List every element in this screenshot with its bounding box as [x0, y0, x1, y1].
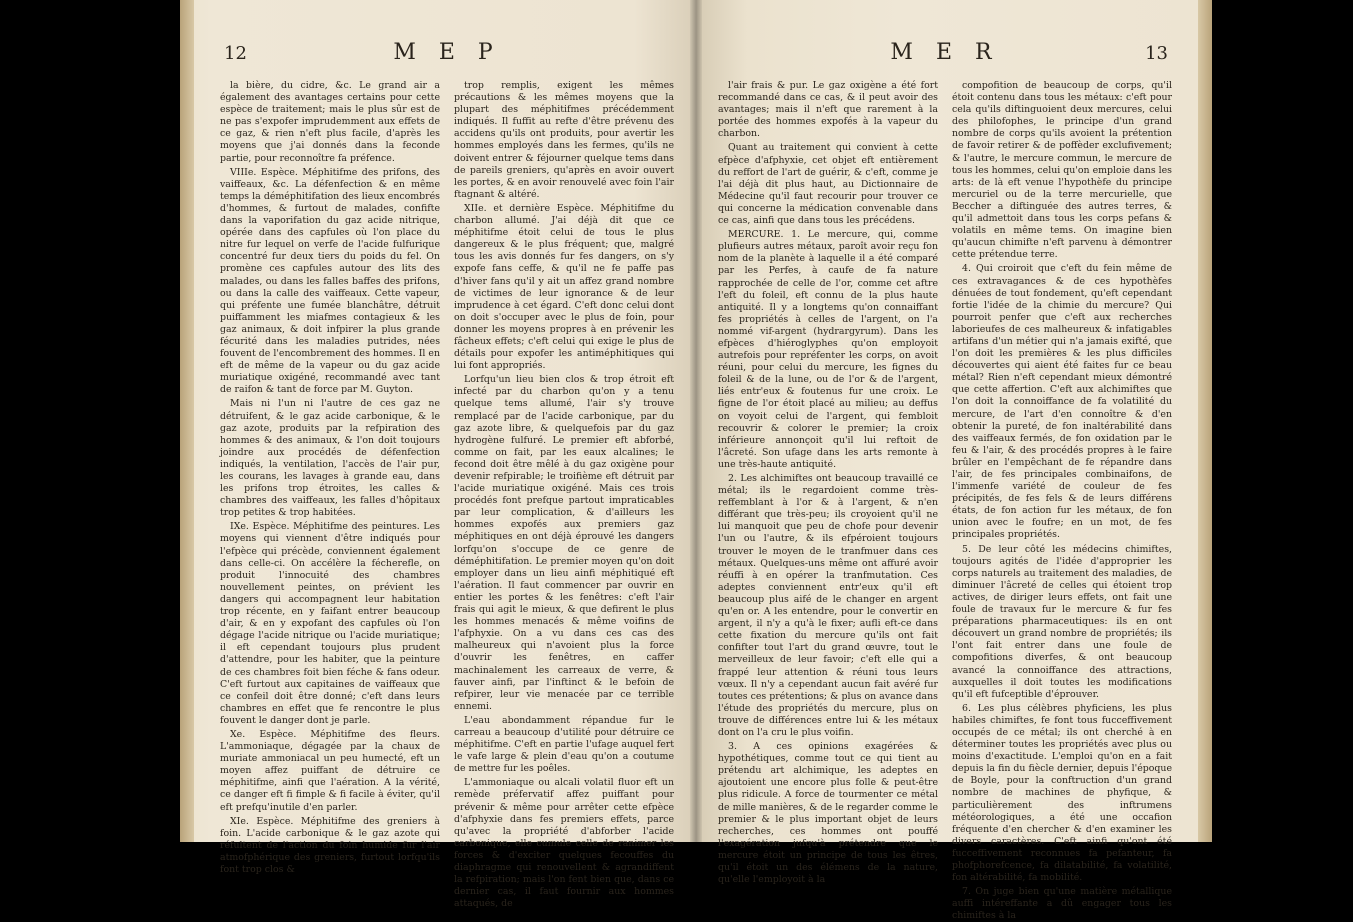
- paragraph: 6. Les plus célèbres phyficiens, les plus habiles chimiftes, fe font tous fucceffivement occupés de ce métal; ils ont cherché à en déterminer toutes les propriétés avec plus ou moins d'exactitude. L'emploi qu'on en a fait depuis la fin du fiècle dernier, depuis l'époque de Boyle, pour la conftruction d'un grand nombre de machines de phyfique, & particulièrement des inftrumens météorologiques, a été une occafion fréquente d'en chercher & d'en examiner les divers caractères. C'eft ainfi qu'ont été fucceffivement reconnues fa pefanteur, fa phofphorefcence, fa dilatabilité, fa volatilité, fon altérabilité, fa mobilité.: [952, 702, 1172, 884]
- paragraph: 5. De leur côté les médecins chimiftes, toujours agités de l'idée d'approprier les corps naturels au traitement des maladies, de diminuer l'âcreté de celles qui étoient trop actives, de diriger leurs effets, ont fait une foule de travaux fur le mercure & fur fes préparations pharmaceutiques: ils en ont découvert un grand nombre de propriétés; ils l'ont fait entrer dans une foule de compofitions diverfes, & ont beaucoup avancé la connoiffance des attractions, auxquelles il doit toutes les modifications qu'il eft fufceptible d'éprouver.: [952, 543, 1172, 700]
- paragraph: XIe. Espèce. Méphitifme des greniers à foin. L'acide carbonique & le gaz azote qui réfultent de l'action du foin humide fur l'air atmofphérique des greniers, furtout lorfqu'ils font trop clos &: [220, 815, 440, 875]
- left-columns: [220, 80, 674, 910]
- right-page-edge: [1198, 0, 1212, 842]
- paragraph: Mais ni l'un ni l'autre de ces gaz ne détruifent, & le gaz acide carbonique, & le gaz azote, produits par la refpiration des hommes & des animaux, & l'on doit toujours joindre aux procédés de défenfection indiqués, la ventilation, l'accès de l'air pur, les courans, les lavages à grande eau, dans les prifons trop étroites, les calles & chambres des vaiffeaux, les falles d'hôpitaux trop petites & trop habitées.: [220, 398, 440, 519]
- left-page-edge: [180, 0, 194, 842]
- left-page-number: 12: [224, 43, 247, 64]
- paragraph: XIIe. et dernière Espèce. Méphitifme du charbon allumé. J'ai déjà dit que ce méphitifme étoit celui de tous le plus dangereux & le plus fréquent; que, malgré tous les avis donnés fur fes dangers, on s'y expofe fans ceffe, & qu'il ne fe paffe pas d'hiver fans qu'il y ait un affez grand nombre de victimes de leur ignorance & de leur imprudence à cet égard. C'eft donc celui dont on doit s'occuper avec le plus de foin, pour donner les moyens propres à en prévenir les fâcheux effets; c'eft celui qui exige le plus de détails pour expofer les antiméphitiques qui lui font appropriés.: [454, 202, 674, 372]
- right-column-1: [718, 80, 938, 886]
- paragraph: trop remplis, exigent les mêmes précautions & les mêmes moyens que la plupart des méphitifmes précédemment indiqués. Il fuffit au refte d'être prévenu des accidens qu'ils ont produits, pour avertir les hommes employés dans les fermes, qu'ils ne doivent entrer & féjourner quelque tems dans de pareils greniers, qu'après en avoir ouvert les portes, & en avoir renouvelé avec foin l'air ftagnant & altéré.: [454, 80, 674, 200]
- open-book: [180, 0, 1212, 922]
- left-running-head: [220, 40, 674, 74]
- left-column-1: [220, 80, 440, 875]
- right-page: [696, 0, 1212, 922]
- paragraph: 4. Qui croiroit que c'eft du fein même de ces extravagances & de ces hypothèfes dénuées de tout fondement, qu'eft cependant fortie l'idée de la chimie du mercure? Qui pourroit penfer que c'eft aux recherches laborieufes de ces malheureux & infatigables artifans d'un métier qui n'a jamais exifté, que l'on doit les premières & les plus difficiles découvertes qui aient été faites fur ce beau métal? Rien n'eft cependant mieux démontré que cette affertion. C'eft aux alchimiftes que l'on doit la connoiffance de fa volatilité du mercure, de l'art d'en connoître & d'en obtenir la pureté, de fon inaltérabilité dans des vaiffeaux fermés, de fon oxidation par le feu & l'air, & des procédés propres à le faire brûler en l'empêchant de fe répandre dans l'air, de fes principales combinaifons, de l'immenfe variété de couleur de fes précipités, de fes fels & de leurs différens états, de fon action fur les métaux, de fon union avec le foufre; en un mot, de fes principales propriétés.: [952, 263, 1172, 541]
- paragraph: l'air frais & pur. Le gaz oxigène a été fort recommandé dans ce cas, & il peut avoir des avantages; mais il n'eft que rarement à la portée des hommes expofés à la vapeur du charbon.: [718, 80, 938, 140]
- right-columns: [718, 80, 1172, 922]
- paragraph: 2. Les alchimiftes ont beaucoup travaillé ce métal; ils le regardoient comme très-reffemblant à l'or & à l'argent, & n'en différant que très-peu; ils croyoient qu'il ne lui manquoit que peu de chofe pour devenir l'un ou l'autre, & ils efpéroient toujours trouver le moyen de le tranfmuer dans ces métaux. Quelques-uns même ont affuré avoir réuffi à en opérer la tranfmutation. Ces adeptes conviennent entr'eux qu'il eft beaucoup plus aifé de le changer en argent qu'en or. A les entendre, pour le convertir en argent, il n'y a qu'à le fixer; aufli eft-ce dans cette fixation du mercure qu'ils ont fait confifter tout l'art du grand œuvre, tout le merveilleux de leur favoir; c'eft elle qui a frappé leur attention & réuni tous leurs vœux. Il n'y a cependant aucun fait avéré fur toutes ces prétentions; & plus on avance dans l'étude des propriétés du mercure, plus on trouve de différences entre lui & les métaux dont on l'a cru le plus voifin.: [718, 473, 938, 738]
- paragraph: Quant au traitement qui convient à cette efpèce d'afphyxie, cet objet eft entièrement du reffort de l'art de guérir, & c'eft, comme je l'ai déjà dit plus haut, au Dictionnaire de Médecine qu'il faut recourir pour trouver ce qui concerne la médication convenable dans ce cas, ainfi que dans tous les précédens.: [718, 142, 938, 227]
- paragraph: IXe. Espèce. Méphitifme des peintures. Les moyens qui viennent d'être indiqués pour l'efpèce qui précède, conviennent également dans celle-ci. On accélère la fécherefle, on produit l'innocuité des chambres nouvellement peintes, on prévient les dangers qui accompagnent leur habitation trop récente, en y faifant entrer beaucoup d'air, & en y expofant des capfules où l'on dégage l'acide nitrique ou l'acide muriatique; il eft cependant toujours plus prudent d'attendre, pour les habiter, que la peinture de ces chambres foit bien féche & fans odeur. C'eft furtout aux capitaines de vaiffeaux que ce confeil doit être donné; c'eft dans leurs chambres en effet que fe rencontre le plus fouvent le danger dont je parle.: [220, 521, 440, 726]
- right-page-number: 13: [1145, 43, 1168, 64]
- left-column-2: [454, 80, 674, 910]
- paragraph: 3. A ces opinions exagérées & hypothétiques, comme tout ce qui tient au prétendu art alchimique, les adeptes en ajoutoient une encore plus folle & peut-être plus ridicule. A force de tourmenter ce métal de mille manières, & de le regarder comme le premier & le plus important objet de leurs recherches, ces hommes ont pouffé l'exagération jufqu'à prétendre que le mercure étoit un principe de tous les êtres, qu'il étoit un des élémens de la nature, qu'elle l'employoit à la: [718, 741, 938, 886]
- paragraph: VIIIe. Espèce. Méphitifme des prifons, des vaiffeaux, &c. La défenfection & en même temps la déméphitifation des lieux encombrés d'hommes, & furtout de malades, confifte dans la vaporifation du gaz acide nitrique, opérée dans des capfules où l'on place du nitre fur lequel on verfe de l'acide fulfurique concentré fur deux tiers du poids du fel. On promène ces capfules autour des lits des malades, ou dans les falles baffes des prifons, ou dans la calle des vaiffeaux. Cette vapeur, qui préfente une fumée blanchâtre, détruit puiffamment les miafmes contagieux & les gaz animaux, & doit infpirer la plus grande fécurité dans les maladies putrides, nées fouvent de l'encombrement des hommes. Il en eft de même de la vapeur ou du gaz acide muriatique oxigéné, recommandé avec tant de raifon & tant de force par M. Guyton.: [220, 166, 440, 396]
- book-gutter: [690, 0, 702, 842]
- paragraph: compofition de beaucoup de corps, qu'il étoit contenu dans tous les métaux: c'eft pour cela qu'ils diftinguoient deux mercures, celui des philofophes, le principe d'un grand nombre de corps qu'ils avoient la prétention de favoir retirer & de poffèder exclufivement; & l'autre, le mercure commun, le mercure de tous les hommes, celui qu'on emploie dans les arts: de là eft venue l'hypothèfe du principe mercuriel ou de la terre mercurielle, que Beccher a diftinguée des autres terres, & qu'il admettoit dans tous les corps pefans & volatils en même tems. On imagine bien qu'aucun chimifte n'eft parvenu à démontrer cette prétendue terre.: [952, 80, 1172, 261]
- right-running-head: [718, 40, 1172, 74]
- paragraph: L'ammoniaque ou alcali volatil fluor eft un remède préfervatif affez puiffant pour prévenir & même pour arrêter cette efpèce d'afphyxie dans fes premiers effets, parce qu'avec la propriété d'abforber l'acide carbonique, elle cumule celle de ranimer les forces & d'exciter quelques fecouffes du diaphragme qui renouvellent & agrandiffent la refpiration; mais l'on fent bien que, dans ce dernier cas, il faut fournir aux hommes attaqués, de: [454, 777, 674, 910]
- paragraph: la bière, du cidre, &c. Le grand air a également des avantages certains pour cette espèce de traitement; mais le plus sûr est de ne pas s'expofer imprudemment aux effets de ce gaz, & rien n'eft plus facile, d'après les moyens que j'ai donnés dans la feconde partie, pour reconnoître fa préfence.: [220, 80, 440, 164]
- right-head-word: M E R: [890, 40, 1000, 65]
- left-head-word: M E P: [393, 40, 501, 65]
- paragraph: L'eau abondamment répandue fur le carreau a beaucoup d'utilité pour détruire ce méphitifme. C'eft en partie l'ufage auquel fert le vafe large & plein d'eau qu'on a coutume de mettre fur les poêles.: [454, 714, 674, 775]
- paragraph: MERCURE. 1. Le mercure, qui, comme plufieurs autres métaux, paroît avoir reçu fon nom de la planète à laquelle il a été comparé par les Perfes, à caufe de fa nature rapprochée de celle de l'or, comme cet aftre l'eft du foleil, eft connu de la plus haute antiquité. Il y a longtems qu'on connaiffant fes propriétés à celles de l'argent, on l'a nommé vif-argent (hydrargyrum). Dans les efpèces d'hiéroglyphes qu'on employoit autrefois pour repréfenter les corps, on avoit réuni, pour celui du mercure, les fignes du foleil & de la lune, ou de l'or & de l'argent, liés entr'eux & foutenus fur une croix. Le figne de l'or étoit placé au milieu; au deffus on voyoit celui de l'argent, qui fembloit recouvrir & colorer le premier; la croix inférieure annonçoit qu'il lui reftoit de l'âcreté. Son ufage dans les arts remonte à une très-haute antiquité.: [718, 229, 938, 470]
- paragraph: Xe. Espèce. Méphitifme des fleurs. L'ammoniaque, dégagée par la chaux de muriate ammoniacal un peu humecté, eft un moyen affez puiffant de détruire ce méphitifme, ainfi que l'aération. A la vérité, ce danger eft fi fimple & fi facile à éviter, qu'il eft prefqu'inutile d'en parler.: [220, 728, 440, 813]
- left-page: [180, 0, 696, 910]
- paragraph: Lorfqu'un lieu bien clos & trop étroit eft infecté par du charbon qu'on y a tenu quelque tems allumé, l'air s'y trouve remplacé par de l'acide carbonique, par du gaz azote libre, & quelquefois par du gaz hydrogène fulfuré. Le premier eft abforbé, comme on fait, par les eaux alcalines; le fecond doit être mêlé à du gaz oxigène pour devenir refpirable; le troifième eft détruit par l'acide muriatique oxigéné. Mais ces trois procédés font prefque partout impraticables par leur complication, & d'ailleurs les hommes expofés aux premiers gaz méphitiques en ont déjà éprouvé les dangers lorfqu'on s'occupe de ce genre de déméphitifation. Le premier moyen qu'on doit employer dans un lieu ainfi méphitiqué eft l'aération. Il faut commencer par ouvrir en entier les portes & les fenêtres: c'eft l'air frais qui agit le mieux, & que defirent le plus les hommes menacés & même voifins de l'afphyxie. On a vu dans ces cas des malheureux qui n'avoient plus la force d'ouvrir les fenêtres, en caffer machinalement les carreaux de verre, & fauver ainfi, par l'inftinct & le befoin de refpirer, leur vie menacée par ce terrible ennemi.: [454, 374, 674, 712]
- paragraph: 7. On juge bien qu'une matière métallique auffi intéreffante a dû engager tous les chimiftes à la: [952, 886, 1172, 922]
- right-column-2: [952, 80, 1172, 922]
